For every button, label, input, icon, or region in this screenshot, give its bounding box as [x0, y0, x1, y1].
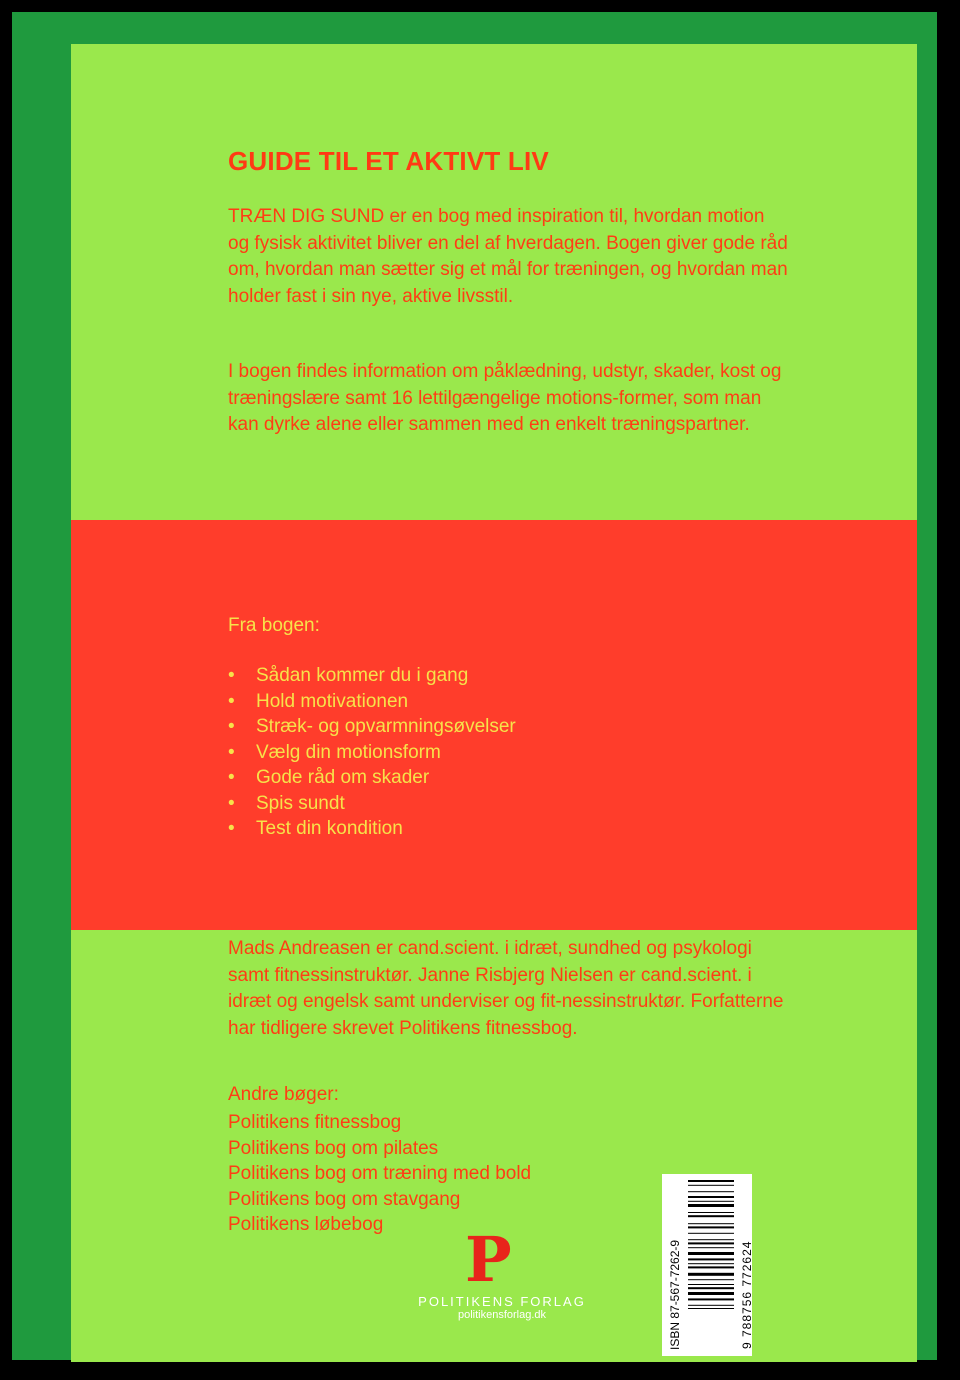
list-item-label: Sådan kommer du i gang	[256, 665, 469, 686]
list-item	[228, 740, 516, 766]
publisher-name: POLITIKENS FORLAG	[418, 1294, 586, 1309]
authors-paragraph: Mads Andreasen er cand.scient. i idræt, sundhed og psykologi samt fitnessinstruktør. Janne Risbjerg Nielsen er cand.scient. i idræt og engelsk samt underviser og fit-nessinstruktør. Forfatterne har tidligere skrevet Politikens fitnessbog.	[228, 938, 784, 1039]
bullet-icon: •	[228, 741, 235, 763]
list-item-label: Gode råd om skader	[256, 767, 430, 788]
list-item-label: Stræk- og opvarmningsøvelser	[256, 716, 516, 737]
list-item: Politikens bog om stavgang	[228, 1188, 461, 1210]
list-item	[228, 689, 516, 715]
bullet-icon: •	[228, 818, 235, 839]
list-item-label: Hold motivationen	[256, 690, 409, 712]
bullet-icon: •	[228, 665, 235, 686]
barcode	[662, 1174, 752, 1356]
red-band	[71, 520, 917, 930]
cover-title: GUIDE TIL ET AKTIVT LIV	[228, 146, 549, 176]
list-item	[228, 765, 516, 791]
intro-paragraph-1: TRÆN DIG SUND er en bog med inspiration til, hvordan motion og fysisk aktivitet bliver en del af hverdagen. Bogen giver gode råd om, hvordan man sætter sig et mål for træningen, og hvordan man holder fast i sin nye, aktive livsstil.	[228, 206, 788, 307]
publisher-logo: P	[465, 1223, 512, 1296]
list-item	[228, 663, 516, 689]
list-item	[228, 714, 516, 740]
other-books-list	[228, 1110, 531, 1238]
cover-panel	[71, 44, 917, 1362]
list-item-label: Test din kondition	[256, 818, 403, 839]
list-item: Politikens løbebog	[228, 1214, 384, 1235]
bullet-icon: •	[228, 690, 235, 712]
from-book-heading: Fra bogen:	[228, 615, 320, 636]
intro-paragraph-2: I bogen findes information om påklædning, udstyr, skader, kost og træningslære samt 16 lettilgængelige motions-former, som man kan dyrke alene eller sammen med en enkelt træningspartner.	[228, 361, 782, 435]
isbn-text: ISBN 87-567-7262-9	[668, 1239, 682, 1350]
list-item: Politikens fitnessbog	[228, 1112, 402, 1133]
ean-text: 9 788756 772624	[740, 1240, 754, 1349]
barcode-bars-icon	[688, 1180, 734, 1350]
list-item	[228, 816, 516, 842]
other-books-heading: Andre bøger:	[228, 1084, 339, 1105]
from-book-list	[228, 663, 516, 842]
list-item-label: Spis sundt	[256, 792, 345, 814]
list-item-label: Vælg din motionsform	[256, 741, 441, 763]
list-item	[228, 791, 516, 817]
bullet-icon: •	[228, 767, 235, 788]
bullet-icon: •	[228, 716, 235, 737]
bullet-icon: •	[228, 792, 235, 814]
list-item: Politikens bog om pilates	[228, 1137, 439, 1159]
book-cover	[12, 12, 937, 1360]
publisher-url: politikensforlag.dk	[457, 1309, 547, 1321]
list-item: Politikens bog om træning med bold	[228, 1163, 532, 1184]
